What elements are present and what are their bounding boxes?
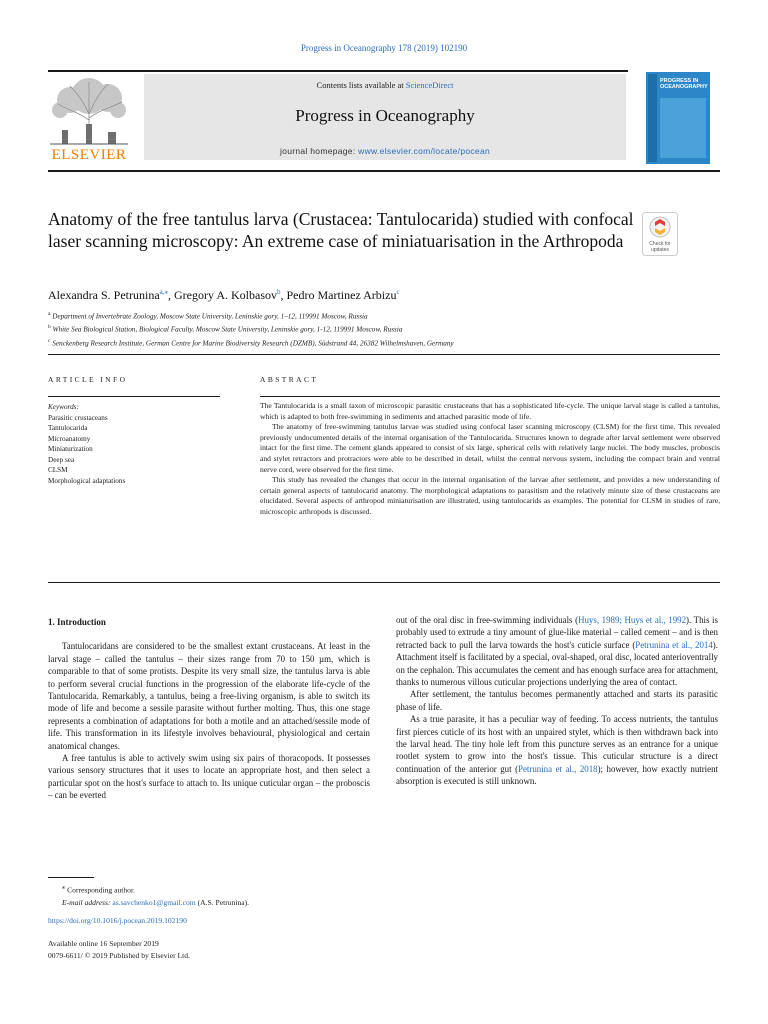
corresponding-mark: ⁎: [62, 884, 66, 891]
author-affil-mark[interactable]: a,⁎: [159, 288, 168, 296]
body-column-right: [396, 614, 718, 788]
journal-cover-image[interactable]: [646, 72, 710, 164]
abstract-body: [260, 401, 720, 518]
journal-info-box: [144, 74, 626, 160]
corresponding-text: Corresponding author.: [67, 885, 135, 895]
header-divider: [48, 354, 720, 355]
body-paragraph: [396, 614, 718, 688]
author-affil-mark[interactable]: b: [276, 288, 281, 296]
keyword-item: Miniaturization: [48, 445, 93, 453]
keyword-item: Tantulocarida: [48, 424, 88, 432]
check-for-updates-badge[interactable]: [642, 212, 678, 256]
section-heading-introduction: 1. Introduction: [48, 617, 106, 627]
cover-title-line1: PROGRESS IN: [660, 78, 699, 84]
abstract-rule: [260, 396, 720, 397]
body-paragraph: Tantulocaridans are considered to be the smallest extant crustaceans. At least in the larval stage – called the tantulus – their sizes range from 70 to 150 µm, which is comparable to that of some protists. Despite its very small size, the tantulus larva is able to perform several crucial functions in the progression of the elaborate life-cycle of the Tantulocarida. Remarkably, a tantulus, being a free-living organism, is able to switch its mode of life and become a sessile parasite without further molting. Thus, this one stage represents a combination of adaptations for both a motile and an attached/sessile mode of life. This transformation in its lifestyle involves behavioural, physiological and certain anatomical changes.: [48, 641, 370, 751]
cover-strip: [648, 74, 657, 162]
elsevier-tree-icon: [48, 74, 130, 146]
author-name[interactable]: Gregory A. Kolbasov: [174, 288, 277, 302]
keyword-item: Morphological adaptations: [48, 476, 126, 485]
abstract-paragraph: This study has revealed the changes that occur in the internal organisation of the larvae after settlement, and provides a new understanding of certain general aspects of tantulocarid anatomy. The morphological adaptations to parasitism and the relatively minute size of these crustaceans are elucidated. Several aspects of arthropod miniaturisation are illustrated, using tantulocarids as examples. The potential for CLSM in studies of rare, microscopic arthropods is discussed.: [260, 475, 720, 516]
affiliation-text: White Sea Biological Station, Biological Faculty, Moscow State University, Leninskie gory, 1-12, 119991 Moscow, Russia: [52, 325, 403, 334]
keywords-rule: [48, 396, 220, 397]
abstract-heading: ABSTRACT: [260, 375, 319, 384]
abstract-divider: [48, 582, 720, 583]
email-label: E-mail address:: [62, 897, 111, 907]
elsevier-logo: [48, 74, 130, 166]
journal-homepage-line: [144, 146, 626, 156]
contents-available-line: [144, 80, 626, 90]
cover-title: [660, 78, 708, 90]
journal-citation[interactable]: Progress in Oceanography 178 (2019) 102190: [300, 43, 468, 53]
cover-title-line2: OCEANOGRAPHY: [660, 84, 708, 90]
author-affil-mark[interactable]: c: [396, 288, 400, 296]
banner-bottom-rule: [48, 170, 720, 172]
sciencedirect-link[interactable]: ScienceDirect: [405, 80, 454, 90]
affiliation-mark: a: [48, 311, 51, 317]
affiliation-text: Senckenberg Research Institute, German Centre for Marine Biodiversity Research (DZMB), Südstrand 44, 26382 Wilhelmshaven, Germany: [52, 339, 454, 348]
affiliation-item: [48, 336, 728, 349]
copyright: 0079-6611/ © 2019 Published by Elsevier Ltd.: [48, 951, 190, 960]
author-list: Alexandra S. Petrunina$^{a,⁎}$, Gregory A. Kolbasov$^b$, Pedro Martinez Arbizu$^c$: [48, 288, 400, 302]
abstract-paragraph: The anatomy of free-swimming tantulus larvae was studied using confocal laser scanning microscopy (CLSM) for the first time. This revealed previously undocumented details of the internal organisation of the Tantulocarida. Structures known to degrade after larval settlement were observed intact for the first time. The cement glands appeared to consist of six large, spherical cells with relatively large nuclei. The body muscles, proboscis and stylet retractors and protractors were able to be described in detail, whilst the central nervous system, including the compact brain and ventral nerve cord, were observed for the first time.: [260, 422, 720, 474]
article-title: Anatomy of the free tantulus larva (Crustacea: Tantulocarida) studied with confocal laser scanning microscopy: An extreme case of miniatuarisation in the Arthropoda: [48, 209, 634, 251]
footnote: [48, 882, 378, 909]
article-info-heading: ARTICLE INFO: [48, 375, 128, 384]
keyword-item: Microanatomy: [48, 434, 91, 443]
text-run: ). Attachment itself is facilitated by a special, oval-shaped, oral disc, located anterioventrally on the cephalon. This accumulates the cement and has enough surface area for attachment, thanks to numerous villous cuticular projections underlying the area of contact.: [396, 639, 718, 688]
cover-panel: [660, 98, 706, 158]
homepage-link[interactable]: www.elsevier.com/locate/pocean: [358, 146, 491, 156]
author-name[interactable]: Alexandra S. Petrunina: [48, 288, 160, 302]
publisher-logo-text: ELSEVIER: [51, 147, 127, 163]
body-column-left: [48, 616, 370, 802]
keywords-block: [48, 402, 228, 486]
corresponding-author-note: [48, 882, 378, 897]
affiliation-item: [48, 322, 728, 335]
affiliation-text: Department of Invertebrate Zoology, Moscow State University, Leninskie gory, 1–12, 119991 Moscow, Russia: [52, 312, 368, 321]
affiliation-mark: c: [48, 337, 51, 344]
email-link[interactable]: as.savchenko1@gmail.com: [112, 897, 196, 907]
crossmark-icon: [642, 212, 678, 256]
keyword-item: CLSM: [48, 466, 68, 474]
homepage-prefix: journal homepage:: [279, 146, 359, 156]
contents-prefix: Contents lists available at: [316, 80, 406, 90]
email-line: [48, 897, 378, 909]
keyword-item: Parasitic crustaceans: [48, 413, 108, 422]
available-online: Available online 16 September 2019: [48, 939, 159, 948]
journal-name: Progress in Oceanography: [295, 106, 475, 125]
text-run: out of the oral disc in free-swimming individuals (: [396, 615, 579, 625]
doi-link[interactable]: https://doi.org/10.1016/j.pocean.2019.102190: [48, 916, 187, 925]
body-paragraph: [396, 713, 718, 787]
citation-link[interactable]: Petrunina et al., 2014: [635, 639, 713, 650]
crossmark-label-line2: updates: [651, 247, 669, 253]
crossmark-label-line1: Check for: [649, 241, 671, 247]
author-name[interactable]: Pedro Martinez Arbizu: [286, 288, 397, 302]
citation-link[interactable]: Petrunina et al., 2018: [518, 763, 598, 774]
email-owner: (A.S. Petrunina).: [197, 897, 250, 907]
citation-link[interactable]: Huys, 1989; Huys et al., 1992: [578, 615, 687, 625]
affiliations: [48, 309, 728, 349]
text-run: ). This is probably used to extrude a tiny amount of glue-like material – called cement – and is then retracted back to pull the larva towards the host's cuticle surface (: [396, 615, 718, 650]
journal-banner: [48, 70, 720, 166]
body-paragraph: After settlement, the tantulus becomes permanently attached and starts its parasitic phase of life.: [396, 689, 718, 712]
abstract-paragraph: The Tantulocarida is a small taxon of microscopic parasitic crustaceans that has a sophisticated life-cycle. The unique larval stage is called a tantulus, which is adapted to both free-swimming in sediments and attached parasitic mode of life.: [260, 401, 720, 421]
affiliation-item: [48, 309, 728, 322]
text-run: ); however, how exactly nutrient absorption is executed is still unknown.: [396, 763, 718, 787]
footnote-rule: [48, 877, 94, 878]
publication-meta: [48, 938, 190, 962]
affiliation-mark: b: [48, 324, 51, 331]
keyword-item: Deep sea: [48, 455, 75, 464]
body-paragraph: A free tantulus is able to actively swim using six pairs of thoracopods. It possesses various sensory structures that it uses to locate an appropriate host, and then select a particular spot on the host's surface to attach to. Its unique cuticular organ – the proboscis – can be everted: [48, 753, 370, 801]
text-run: As a true parasite, it has a peculiar way of feeding. To access nutrients, the tantulus first pierces cuticle of its host with an unpaired stylet, which is then withdrawn back into the larval head. The tiny hole left from this puncture serves as an entrance for a unique rootlet system to grow into the host's tissue. This cuticular structure is a direct continuation of the anterior gut (: [396, 714, 718, 774]
keywords-label: Keywords:: [48, 403, 79, 411]
